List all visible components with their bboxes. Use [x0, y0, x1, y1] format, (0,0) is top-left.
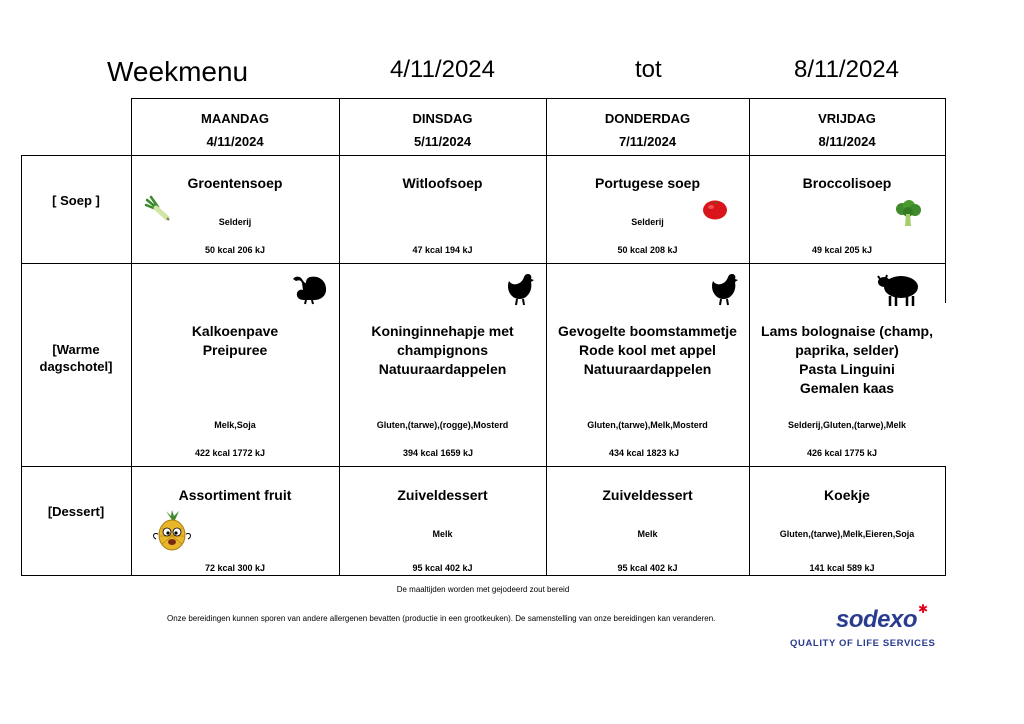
sheep-icon: [877, 270, 923, 308]
logo-star-icon: ✱: [918, 602, 929, 616]
main-energy-tuesday: 394 kcal 1659 kJ: [402, 448, 474, 458]
end-date: 8/11/2024: [794, 56, 899, 83]
logo-tagline: QUALITY OF LIFE SERVICES: [790, 638, 936, 649]
grid-line: [21, 466, 946, 467]
main-dish-line: paprika, selder): [795, 342, 899, 358]
soup-energy-thursday: 50 kcal 208 kJ: [617, 245, 678, 255]
day-name-friday: VRIJDAG: [818, 111, 876, 126]
day-date-friday: 8/11/2024: [818, 134, 876, 149]
main-dish-line: Natuuraardappelen: [378, 361, 507, 377]
grid-line: [21, 575, 946, 576]
row-label-main: [Warme dagschotel]: [39, 342, 113, 374]
page-title: Weekmenu: [107, 56, 249, 87]
soup-energy-friday: 49 kcal 205 kJ: [811, 245, 873, 255]
soup-dish-thursday: Portugese soep: [594, 175, 701, 191]
dessert-dish-thursday: Zuiveldessert: [602, 487, 693, 503]
main-dish-line: Pasta Linguini: [799, 361, 895, 377]
main-dish-line: Rode kool met appel: [579, 342, 716, 358]
dessert-energy-thursday: 95 kcal 402 kJ: [617, 563, 678, 573]
pineapple-icon: [150, 510, 194, 552]
main-dish-tuesday: [339, 322, 546, 379]
row-label-dessert: [Dessert]: [47, 504, 105, 519]
tomato-icon: [702, 198, 728, 220]
sodexo-logo: sodexo: [836, 606, 918, 633]
main-allergens-monday: Melk,Soja: [214, 420, 256, 430]
main-dish-thursday: [546, 322, 749, 379]
broccoli-icon: [893, 199, 923, 229]
dessert-dish-friday: Koekje: [824, 487, 870, 503]
row-label-soup: [ Soep ]: [52, 193, 100, 208]
grid-line: [945, 98, 946, 303]
leek-icon: [143, 194, 171, 222]
turkey-icon: [290, 273, 328, 305]
main-dish-line: Koninginnehapje met: [371, 323, 514, 339]
soup-energy-monday: 50 kcal 206 kJ: [204, 245, 266, 255]
day-date-tuesday: 5/11/2024: [413, 134, 472, 149]
dessert-allergens-tuesday: Melk: [432, 529, 453, 539]
main-dish-friday: [749, 322, 945, 398]
dessert-dish-monday: Assortiment fruit: [178, 487, 292, 503]
soup-allergens-thursday: Selderij: [631, 217, 664, 227]
chicken-icon: [504, 271, 536, 307]
chicken-icon: [708, 271, 740, 307]
soup-allergens-monday: Selderij: [218, 217, 252, 227]
grid-line: [21, 263, 946, 264]
main-dish-line: Gemalen kaas: [799, 380, 895, 396]
day-name-monday: MAANDAG: [201, 111, 269, 126]
main-energy-friday: 426 kcal 1775 kJ: [806, 448, 878, 458]
allergen-disclaimer: Onze bereidingen kunnen sporen van andere allergenen bevatten (productie in een grootkeuken). De samenstelling van onze bereidingen kan veranderen.: [167, 614, 716, 623]
soup-energy-tuesday: 47 kcal 194 kJ: [412, 245, 473, 255]
main-dish-line: Lams bolognaise (champ,: [761, 323, 933, 339]
soup-dish-monday: Groentensoep: [187, 175, 283, 191]
dessert-energy-friday: 141 kcal 589 kJ: [809, 563, 875, 573]
start-date: 4/11/2024: [390, 56, 495, 83]
day-name-tuesday: DINSDAG: [412, 111, 473, 126]
dessert-allergens-friday: Gluten,(tarwe),Melk,Eieren,Soja: [779, 529, 915, 539]
main-allergens-tuesday: Gluten,(tarwe),(rogge),Mosterd: [376, 420, 509, 430]
grid-line: [131, 98, 946, 99]
main-energy-monday: 422 kcal 1772 kJ: [194, 448, 266, 458]
main-dish-line: Kalkoenpave: [191, 323, 279, 339]
soup-dish-friday: Broccolisoep: [802, 175, 892, 191]
day-date-thursday: 7/11/2024: [618, 134, 677, 149]
soup-dish-tuesday: Witloofsoep: [402, 175, 483, 191]
main-dish-line: champignons: [396, 342, 488, 358]
date-separator: tot: [635, 56, 662, 83]
main-dish-line: Preipuree: [202, 342, 268, 358]
day-name-thursday: DONDERDAG: [604, 111, 691, 126]
day-date-monday: 4/11/2024: [206, 134, 264, 149]
main-energy-thursday: 434 kcal 1823 kJ: [608, 448, 680, 458]
main-dish-line: Gevogelte boomstammetje: [558, 323, 737, 339]
main-dish-monday: [131, 322, 339, 360]
grid-line: [945, 466, 946, 576]
main-dish-line: Natuuraardappelen: [583, 361, 712, 377]
salt-note: De maaltijden worden met gejodeerd zout bereid: [396, 585, 570, 594]
dessert-allergens-thursday: Melk: [637, 529, 658, 539]
main-allergens-friday: Selderij,Gluten,(tarwe),Melk: [787, 420, 907, 430]
dessert-energy-monday: 72 kcal 300 kJ: [204, 563, 266, 573]
dessert-dish-tuesday: Zuiveldessert: [397, 487, 488, 503]
dessert-energy-tuesday: 95 kcal 402 kJ: [412, 563, 473, 573]
grid-line: [21, 155, 946, 156]
main-allergens-thursday: Gluten,(tarwe),Melk,Mosterd: [587, 420, 708, 430]
